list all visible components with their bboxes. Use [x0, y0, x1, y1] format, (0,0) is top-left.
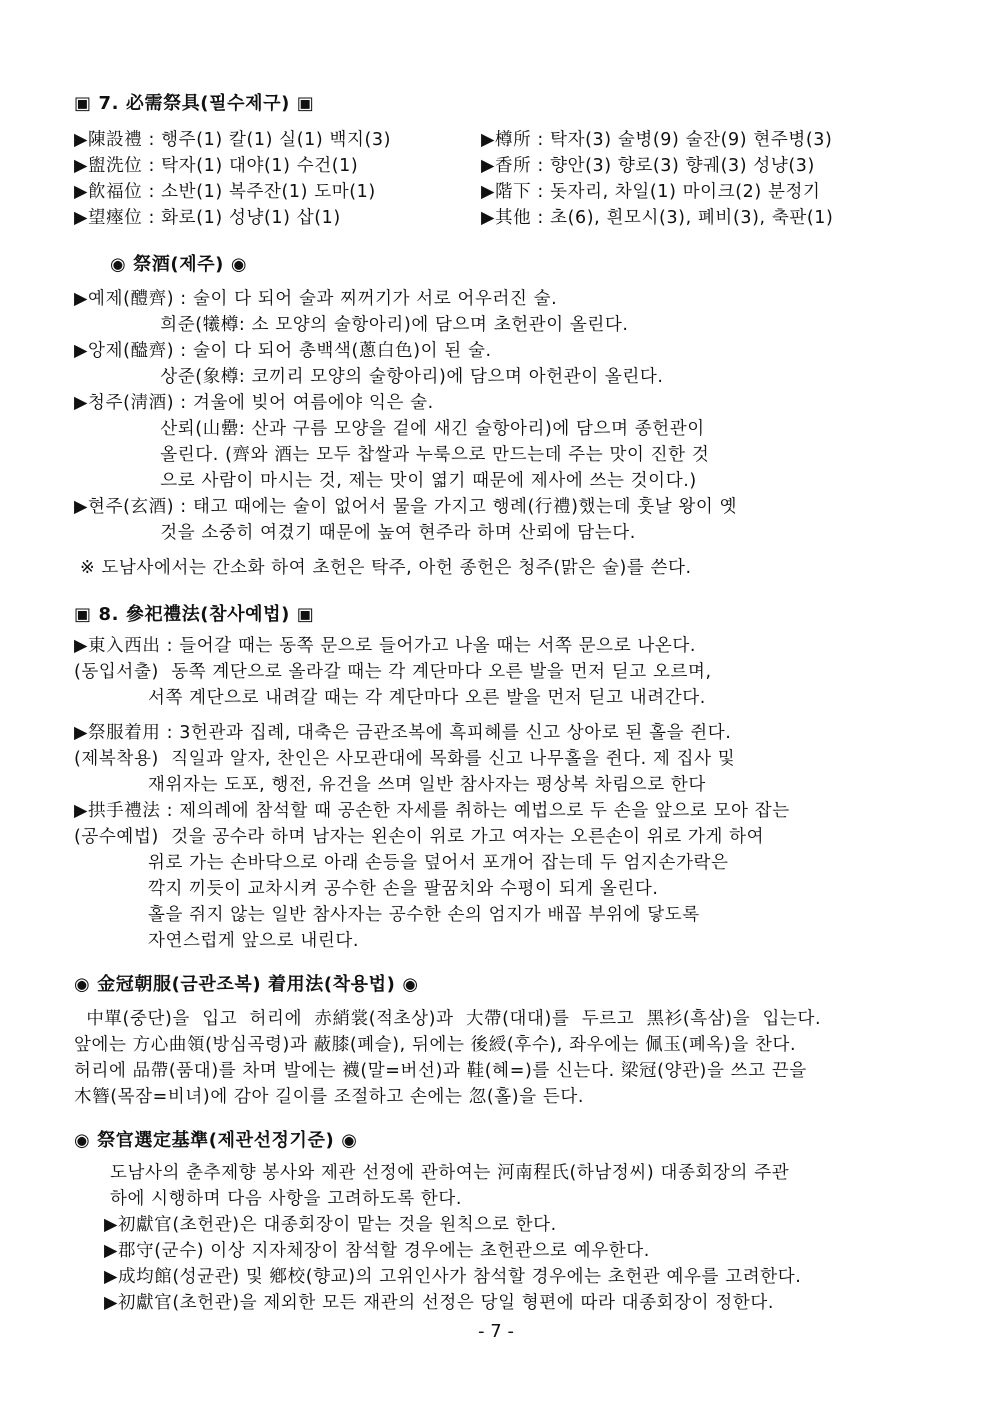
list-item: ▶盥洗位 : 탁자(1) 대야(1) 수건(1) [74, 156, 359, 176]
text-line: ▶현주(玄酒) : 태고 때에는 술이 없어서 물을 가지고 행례(行禮)했는데 훗날 왕이 옛 [74, 497, 738, 517]
text-line: 것을 소중히 여겼기 때문에 높여 현주라 하며 산뢰에 담는다. [74, 523, 636, 543]
section-8-heading: ▣ 8. 參祀禮法(참사예법) ▣ [74, 604, 315, 625]
list-item: ▶飮福位 : 소반(1) 복주잔(1) 도마(1) [74, 182, 376, 202]
text-line: 도남사의 춘추제향 봉사와 제관 선정에 관하여는 河南程氏(하남정씨) 대종회장의 주관 [110, 1163, 790, 1183]
list-item: ▶香所 : 향안(3) 향로(3) 향궤(3) 성냥(3) [481, 156, 815, 176]
list-item: ▶樽所 : 탁자(3) 술병(9) 술잔(9) 현주병(3) [481, 130, 833, 150]
text-line: 앞에는 方心曲領(방심곡령)과 蔽膝(폐슬), 뒤에는 後綬(후수), 좌우에는 佩玉(폐옥)을 찬다. [74, 1035, 797, 1055]
page-number: - 7 - [478, 1321, 514, 1342]
list-item: ▶陳設禮 : 행주(1) 칼(1) 실(1) 백지(3) [74, 130, 392, 150]
text-line: 中單(중단)을 입고 허리에 赤綃裳(적초상)과 大帶(대대)를 두르고 黑衫(흑삼)을 입는다. [74, 1009, 822, 1029]
text-line: (동입서출) 동쪽 계단으로 올라갈 때는 각 계단마다 오른 발을 먼저 딛고 오르며, [74, 662, 712, 682]
text-line: 깍지 끼듯이 교차시켜 공수한 손을 팔꿈치와 수평이 되게 올린다. [74, 879, 659, 899]
text-line: 희준(犧樽: 소 모양의 술항아리)에 담으며 초헌관이 올린다. [74, 315, 629, 335]
selection-heading: ◉ 祭官選定基準(제관선정기준) ◉ [74, 1130, 358, 1151]
text-line: 木簪(목잠=비녀)에 감아 길이를 조절하고 손에는 忽(홀)을 든다. [74, 1087, 585, 1107]
list-item: ▶成均館(성균관) 및 鄕校(향교)의 고위인사가 참석할 경우에는 초헌관 예우를 고려한다. [104, 1267, 802, 1287]
list-item: ▶望瘞位 : 화로(1) 성냥(1) 삽(1) [74, 208, 341, 228]
text-line: ▶東入西出 : 들어갈 때는 동쪽 문으로 들어가고 나올 때는 서쪽 문으로 나온다. [74, 636, 697, 656]
jeju-heading: ◉ 祭酒(제주) ◉ [110, 254, 248, 275]
text-line: (공수예법) 것을 공수라 하며 남자는 왼손이 위로 가고 여자는 오른손이 위로 가게 하여 [74, 827, 765, 847]
note: ※ 도남사에서는 간소화 하여 초헌은 탁주, 아헌 종헌은 청주(맑은 술)를 쓴다. [80, 558, 692, 578]
text-line: 으로 사람이 마시는 것, 제는 맛이 엷기 때문에 제사에 쓰는 것이다.) [74, 471, 697, 491]
text-line: 산뢰(山罍: 산과 구름 모양을 겉에 새긴 술항아리)에 담으며 종헌관이 [74, 419, 705, 439]
text-line: 홀을 쥐지 않는 일반 참사자는 공수한 손의 엄지가 배꼽 부위에 닿도록 [74, 905, 700, 925]
list-item: ▶初獻官(초헌관)은 대종회장이 맡는 것을 원칙으로 한다. [104, 1215, 557, 1235]
text-line: 서쪽 계단으로 내려갈 때는 각 계단마다 오른 발을 먼저 딛고 내려간다. [74, 688, 706, 708]
text-line: 허리에 品帶(품대)를 차며 발에는 襪(말=버선)과 鞋(혜=)를 신는다. 梁冠(양관)을 쓰고 끈을 [74, 1061, 807, 1081]
text-line: ▶예제(醴齊) : 술이 다 되어 술과 찌꺼기가 서로 어우러진 술. [74, 289, 558, 309]
list-item: ▶其他 : 초(6), 흰모시(3), 폐비(3), 축판(1) [481, 208, 834, 228]
text-line: 올린다. (齊와 酒는 모두 찹쌀과 누룩으로 만드는데 주는 맛이 진한 것 [74, 445, 710, 465]
text-line: 자연스럽게 앞으로 내린다. [74, 931, 359, 951]
list-item: ▶初獻官(초헌관)을 제외한 모든 재관의 선정은 당일 형편에 따라 대종회장이 정한다. [104, 1293, 774, 1313]
text-line: ▶拱手禮法 : 제의례에 참석할 때 공손한 자세를 취하는 예법으로 두 손을 앞으로 모아 잡는 [74, 801, 790, 821]
text-line: ▶앙제(醠齊) : 술이 다 되어 총백색(蔥白色)이 된 술. [74, 341, 492, 361]
text-line: 상준(象樽: 코끼리 모양의 술항아리)에 담으며 아헌관이 올린다. [74, 367, 664, 387]
text-line: (제복착용) 직일과 알자, 찬인은 사모관대에 목화를 신고 나무홀을 쥔다. 제 집사 및 [74, 749, 736, 769]
text-line: ▶청주(淸酒) : 겨울에 빚어 여름에야 익은 술. [74, 393, 434, 413]
text-line: 재위자는 도포, 행전, 유건을 쓰며 일반 참사자는 평상복 차림으로 한다 [74, 775, 706, 795]
text-line: 위로 가는 손바닥으로 아래 손등을 덮어서 포개어 잡는데 두 엄지손가락은 [74, 853, 729, 873]
text-line: 하에 시행하며 다음 사항을 고려하도록 한다. [110, 1189, 463, 1209]
text-line: ▶祭服着用 : 3헌관과 집례, 대축은 금관조복에 흑피혜를 신고 상아로 된 홀을 쥔다. [74, 723, 732, 743]
list-item: ▶階下 : 돗자리, 차일(1) 마이크(2) 분정기 [481, 182, 821, 202]
section-7-heading: ▣ 7. 必需祭具(필수제구) ▣ [74, 93, 315, 114]
list-item: ▶郡守(군수) 이상 지자체장이 참석할 경우에는 초헌관으로 예우한다. [104, 1241, 650, 1261]
gwanbok-heading: ◉ 金冠朝服(금관조복) 着用法(착용법) ◉ [74, 974, 419, 995]
